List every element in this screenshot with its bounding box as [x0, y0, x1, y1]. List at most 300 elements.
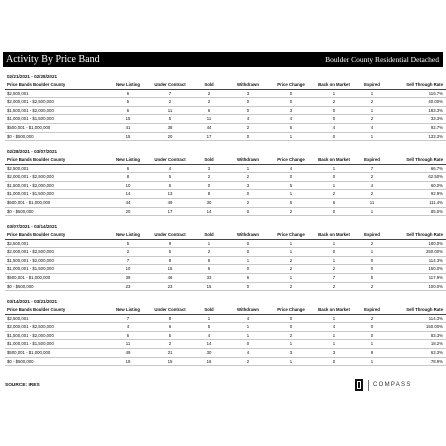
value-cell: 85.0%: [389, 207, 446, 216]
report-header-bar: [3, 52, 443, 67]
value-cell: 1: [269, 340, 313, 349]
value-cell: 33: [191, 273, 227, 282]
value-cell: 0: [313, 106, 355, 115]
value-cell: 116.7%: [389, 89, 446, 98]
table-row: [5, 207, 446, 216]
report-title: Activity By Price Band: [6, 54, 100, 65]
price-band-section: [5, 223, 441, 291]
value-cell: 5: [107, 98, 149, 107]
value-cell: 15: [191, 282, 227, 291]
value-cell: 7: [107, 314, 149, 323]
value-cell: 6: [313, 198, 355, 207]
value-cell: 23: [149, 282, 191, 291]
value-cell: 2: [313, 282, 355, 291]
date-range-label: 03/14/2021 - 03/21/2021: [7, 299, 58, 304]
report-subtitle: Boulder County Residential Detached: [325, 55, 439, 64]
price-band-cell: $2,000,001 - $2,500,000: [5, 173, 107, 182]
column-header: Expired: [355, 306, 389, 314]
value-cell: 2: [191, 89, 227, 98]
value-cell: 49: [107, 348, 149, 357]
value-cell: 0: [313, 207, 355, 216]
column-header: New Listing: [107, 231, 149, 239]
value-cell: 114.3%: [389, 256, 446, 265]
value-cell: 4: [313, 323, 355, 332]
table-row: [5, 314, 446, 323]
price-band-cell: $500,001 - $1,000,000: [5, 198, 107, 207]
price-band-section: [5, 73, 441, 141]
value-cell: 4: [107, 323, 149, 332]
price-band-table: [5, 306, 446, 366]
value-cell: 1: [269, 239, 313, 248]
price-band-cell: $2,000,001 - $2,500,000: [5, 323, 107, 332]
value-cell: 0: [227, 132, 269, 141]
value-cell: 2: [269, 256, 313, 265]
value-cell: 2: [355, 173, 389, 182]
column-header: Under Contract: [149, 156, 191, 164]
price-band-section: [5, 298, 441, 366]
value-cell: 19: [107, 357, 149, 366]
value-cell: 2: [355, 190, 389, 199]
table-row: [5, 89, 446, 98]
value-cell: 11: [355, 198, 389, 207]
value-cell: 6: [191, 106, 227, 115]
value-cell: 0: [269, 173, 313, 182]
column-header: Withdrawn: [227, 156, 269, 164]
value-cell: 4: [355, 181, 389, 190]
value-cell: 4: [313, 123, 355, 132]
value-cell: 6: [227, 273, 269, 282]
value-cell: 62.50%: [389, 173, 446, 182]
value-cell: 30: [191, 348, 227, 357]
table-row: [5, 323, 446, 332]
table-row: [5, 164, 446, 173]
column-header: Sell Through Rate: [389, 231, 446, 239]
value-cell: 15: [107, 132, 149, 141]
value-cell: 1: [355, 357, 389, 366]
value-cell: 92.9%: [389, 190, 446, 199]
column-header: Price Change: [269, 81, 313, 89]
value-cell: 2: [227, 357, 269, 366]
value-cell: 0: [227, 340, 269, 349]
value-cell: 6: [107, 106, 149, 115]
column-header: Back on Market: [313, 156, 355, 164]
price-band-table: [5, 231, 446, 291]
value-cell: 0: [313, 132, 355, 141]
value-cell: 2: [149, 340, 191, 349]
value-cell: 1: [355, 132, 389, 141]
value-cell: 18.2%: [389, 340, 446, 349]
value-cell: 2: [227, 173, 269, 182]
table-row: [5, 123, 446, 132]
value-cell: 1: [269, 248, 313, 257]
value-cell: 60.0%: [389, 181, 446, 190]
price-band-cell: $0 - $500,000: [5, 357, 107, 366]
value-cell: 2: [355, 314, 389, 323]
value-cell: 0: [269, 323, 313, 332]
value-cell: 0: [313, 173, 355, 182]
value-cell: 11: [107, 340, 149, 349]
value-cell: 5: [269, 198, 313, 207]
value-cell: 1: [191, 239, 227, 248]
value-cell: 2: [355, 115, 389, 124]
value-cell: 17: [149, 207, 191, 216]
value-cell: 7: [313, 273, 355, 282]
column-header: Back on Market: [313, 231, 355, 239]
value-cell: 1: [313, 89, 355, 98]
value-cell: 2: [313, 190, 355, 199]
price-band-cell: $500,001 - $1,000,000: [5, 123, 107, 132]
value-cell: 180.0%: [389, 239, 446, 248]
value-cell: 0: [227, 207, 269, 216]
brand-logos: [354, 378, 438, 394]
value-cell: 2: [313, 98, 355, 107]
price-band-cell: $2,000,001 - $2,500,000: [5, 248, 107, 257]
value-cell: 30: [191, 198, 227, 207]
value-cell: 0: [227, 106, 269, 115]
value-cell: 1: [355, 248, 389, 257]
value-cell: 183.3%: [389, 106, 446, 115]
table-row: [5, 357, 446, 366]
column-header: Expired: [355, 231, 389, 239]
value-cell: 7: [355, 164, 389, 173]
date-range-label: 02/28/2021 - 03/07/2021: [7, 149, 58, 154]
column-header: Price Change: [269, 156, 313, 164]
value-cell: 31: [149, 348, 191, 357]
column-header: Expired: [355, 81, 389, 89]
price-band-cell: $2,500,001: [5, 314, 107, 323]
value-cell: 1: [227, 331, 269, 340]
value-cell: 40.00%: [389, 98, 446, 107]
value-cell: 2: [149, 98, 191, 107]
value-cell: 2: [355, 98, 389, 107]
value-cell: 15: [149, 357, 191, 366]
value-cell: 6: [107, 164, 149, 173]
value-cell: 2: [269, 282, 313, 291]
price-band-section: [5, 148, 441, 216]
value-cell: 3: [313, 348, 355, 357]
table-row: [5, 340, 446, 349]
value-cell: 1: [313, 239, 355, 248]
value-cell: 4: [227, 115, 269, 124]
value-cell: 100.0%: [389, 282, 446, 291]
value-cell: 0: [313, 115, 355, 124]
value-cell: 5: [107, 239, 149, 248]
table-row: [5, 132, 446, 141]
column-header: Sell Through Rate: [389, 156, 446, 164]
value-cell: 3: [269, 106, 313, 115]
price-band-cell: $1,500,001 - $2,000,000: [5, 106, 107, 115]
value-cell: 11: [191, 115, 227, 124]
table-row: [5, 239, 446, 248]
price-band-cell: $0 - $500,000: [5, 282, 107, 291]
price-band-cell: $0 - $500,000: [5, 207, 107, 216]
value-cell: 0: [227, 265, 269, 274]
value-cell: 4: [269, 115, 313, 124]
value-cell: 1: [269, 357, 313, 366]
value-cell: 5: [269, 181, 313, 190]
value-cell: 114.3%: [389, 314, 446, 323]
table-row: [5, 181, 446, 190]
price-band-cell: $2,000,001 - $2,500,000: [5, 98, 107, 107]
value-cell: 39: [107, 273, 149, 282]
value-cell: 0: [313, 357, 355, 366]
column-header: New Listing: [107, 306, 149, 314]
column-header: Withdrawn: [227, 231, 269, 239]
value-cell: 2: [269, 207, 313, 216]
table-row: [5, 198, 446, 207]
value-cell: 0: [313, 248, 355, 257]
column-header: Sold: [191, 231, 227, 239]
value-cell: 92.7%: [389, 123, 446, 132]
value-cell: 1: [313, 314, 355, 323]
price-band-cell: $0 - $500,000: [5, 132, 107, 141]
column-header: Price Bands Boulder County: [5, 231, 107, 239]
value-cell: 2: [191, 98, 227, 107]
column-header: Price Change: [269, 231, 313, 239]
table-row: [5, 331, 446, 340]
value-cell: 2: [107, 248, 149, 257]
column-header: Price Bands Boulder County: [5, 81, 107, 89]
value-cell: 7: [149, 89, 191, 98]
price-band-cell: $2,500,001: [5, 239, 107, 248]
value-cell: 15: [107, 115, 149, 124]
value-cell: 0: [227, 239, 269, 248]
value-cell: 250.00%: [389, 248, 446, 257]
price-band-table: [5, 156, 446, 216]
column-header: Price Bands Boulder County: [5, 156, 107, 164]
value-cell: 49: [149, 198, 191, 207]
price-band-cell: $1,000,001 - $1,500,000: [5, 340, 107, 349]
value-cell: 2: [191, 173, 227, 182]
value-cell: 2: [355, 239, 389, 248]
source-note: SOURCE: IRES: [5, 383, 40, 388]
value-cell: 16: [191, 357, 227, 366]
value-cell: 0: [269, 89, 313, 98]
table-row: [5, 190, 446, 199]
value-cell: 0: [269, 98, 313, 107]
price-band-cell: $1,500,001 - $2,000,000: [5, 331, 107, 340]
value-cell: 1: [269, 132, 313, 141]
column-header: Withdrawn: [227, 306, 269, 314]
value-cell: 5: [269, 123, 313, 132]
value-cell: 3: [227, 181, 269, 190]
value-cell: 0: [355, 265, 389, 274]
value-cell: 3: [191, 164, 227, 173]
value-cell: 78.9%: [389, 357, 446, 366]
table-row: [5, 98, 446, 107]
table-row: [5, 115, 446, 124]
value-cell: 63.3%: [389, 348, 446, 357]
price-band-cell: $1,000,001 - $1,500,000: [5, 115, 107, 124]
table-row: [5, 348, 446, 357]
value-cell: 9: [149, 239, 191, 248]
value-cell: 9: [355, 348, 389, 357]
value-cell: 14: [107, 190, 149, 199]
value-cell: 150.0%: [389, 265, 446, 274]
table-header-row: [5, 81, 446, 89]
team-logo-icon: [354, 378, 364, 392]
value-cell: 2: [269, 331, 313, 340]
value-cell: 0: [227, 190, 269, 199]
value-cell: 1: [227, 256, 269, 265]
value-cell: 10: [107, 181, 149, 190]
column-header: New Listing: [107, 156, 149, 164]
value-cell: 4: [227, 314, 269, 323]
value-cell: 11: [149, 106, 191, 115]
column-header: Under Contract: [149, 81, 191, 89]
column-header: Sold: [191, 306, 227, 314]
column-header: New Listing: [107, 81, 149, 89]
value-cell: 6: [107, 331, 149, 340]
logo-divider: [368, 380, 369, 391]
column-header: Sell Through Rate: [389, 81, 446, 89]
value-cell: 0: [355, 331, 389, 340]
table-row: [5, 248, 446, 257]
table-row: [5, 256, 446, 265]
table-row: [5, 106, 446, 115]
value-cell: 2: [227, 198, 269, 207]
value-cell: 4: [355, 123, 389, 132]
value-cell: 5: [149, 115, 191, 124]
value-cell: 8: [191, 256, 227, 265]
value-cell: 2: [227, 123, 269, 132]
price-band-cell: $500,001 - $1,000,000: [5, 348, 107, 357]
value-cell: 10: [107, 265, 149, 274]
value-cell: 5: [191, 323, 227, 332]
column-header: Back on Market: [313, 81, 355, 89]
price-band-cell: $1,000,001 - $1,500,000: [5, 265, 107, 274]
value-cell: 15: [149, 265, 191, 274]
value-cell: 5: [149, 173, 191, 182]
table-row: [5, 282, 446, 291]
compass-logo: COMPASS: [373, 382, 412, 388]
column-header: Withdrawn: [227, 81, 269, 89]
column-header: Under Contract: [149, 306, 191, 314]
value-cell: 38: [149, 123, 191, 132]
price-band-cell: $2,500,001: [5, 164, 107, 173]
column-header: Price Change: [269, 306, 313, 314]
value-cell: 4: [191, 331, 227, 340]
column-header: Back on Market: [313, 306, 355, 314]
value-cell: 1: [355, 207, 389, 216]
value-cell: 7: [107, 256, 149, 265]
value-cell: 2: [269, 265, 313, 274]
value-cell: 4: [227, 348, 269, 357]
value-cell: 8: [149, 314, 191, 323]
value-cell: 3: [269, 348, 313, 357]
value-cell: 0: [191, 181, 227, 190]
value-cell: 4: [149, 164, 191, 173]
table-header-row: [5, 231, 446, 239]
value-cell: 0: [227, 248, 269, 257]
price-band-cell: $2,500,001: [5, 89, 107, 98]
value-cell: 20: [107, 207, 149, 216]
column-header: Sold: [191, 156, 227, 164]
value-cell: 5: [149, 331, 191, 340]
value-cell: 1: [227, 323, 269, 332]
price-band-cell: $1,500,001 - $2,000,000: [5, 181, 107, 190]
value-cell: 0: [227, 282, 269, 291]
value-cell: 117.9%: [389, 273, 446, 282]
value-cell: 1: [313, 331, 355, 340]
column-header: Under Contract: [149, 231, 191, 239]
value-cell: 44: [107, 198, 149, 207]
value-cell: 2: [191, 248, 227, 257]
value-cell: 14: [191, 340, 227, 349]
value-cell: 2: [355, 282, 389, 291]
column-header: Expired: [355, 156, 389, 164]
value-cell: 20: [149, 132, 191, 141]
value-cell: 44: [191, 123, 227, 132]
value-cell: 1: [227, 164, 269, 173]
table-header-row: [5, 156, 446, 164]
date-range-label: 03/07/2021 - 03/14/2021: [7, 224, 58, 229]
value-cell: 1: [191, 314, 227, 323]
value-cell: 150.00%: [389, 323, 446, 332]
value-cell: 83.3%: [389, 331, 446, 340]
value-cell: 1: [313, 181, 355, 190]
column-header: Price Bands Boulder County: [5, 306, 107, 314]
value-cell: 6: [149, 181, 191, 190]
value-cell: 1: [269, 190, 313, 199]
value-cell: 1: [355, 106, 389, 115]
value-cell: 23: [107, 282, 149, 291]
table-row: [5, 173, 446, 182]
price-band-table: [5, 81, 446, 141]
value-cell: 8: [107, 173, 149, 182]
value-cell: 1: [355, 340, 389, 349]
column-header: Sold: [191, 81, 227, 89]
column-header: Sell Through Rate: [389, 306, 446, 314]
value-cell: 0: [269, 314, 313, 323]
value-cell: 8: [149, 256, 191, 265]
value-cell: 1: [355, 89, 389, 98]
value-cell: 111.4%: [389, 198, 446, 207]
value-cell: 1: [313, 340, 355, 349]
value-cell: 0: [355, 256, 389, 265]
value-cell: 5: [355, 273, 389, 282]
value-cell: 1: [313, 164, 355, 173]
value-cell: 14: [191, 207, 227, 216]
date-range-label: 02/21/2021 - 02/28/2021: [7, 74, 58, 79]
value-cell: 3: [227, 89, 269, 98]
value-cell: 133.3%: [389, 132, 446, 141]
value-cell: 1: [269, 273, 313, 282]
value-cell: 41: [107, 123, 149, 132]
value-cell: 0: [355, 323, 389, 332]
price-band-cell: $1,000,001 - $1,500,000: [5, 190, 107, 199]
value-cell: 4: [269, 164, 313, 173]
price-band-cell: $500,001 - $1,000,000: [5, 273, 107, 282]
value-cell: 66.7%: [389, 164, 446, 173]
value-cell: 6: [191, 265, 227, 274]
value-cell: 2: [313, 265, 355, 274]
value-cell: 8: [191, 190, 227, 199]
value-cell: 6: [149, 323, 191, 332]
value-cell: 33.3%: [389, 115, 446, 124]
price-band-cell: $1,500,001 - $2,000,000: [5, 256, 107, 265]
table-row: [5, 273, 446, 282]
value-cell: 6: [107, 89, 149, 98]
value-cell: 46: [149, 273, 191, 282]
value-cell: 0: [227, 98, 269, 107]
value-cell: 5: [149, 248, 191, 257]
table-row: [5, 265, 446, 274]
value-cell: 13: [149, 190, 191, 199]
value-cell: 1: [313, 256, 355, 265]
table-header-row: [5, 306, 446, 314]
value-cell: 17: [191, 132, 227, 141]
